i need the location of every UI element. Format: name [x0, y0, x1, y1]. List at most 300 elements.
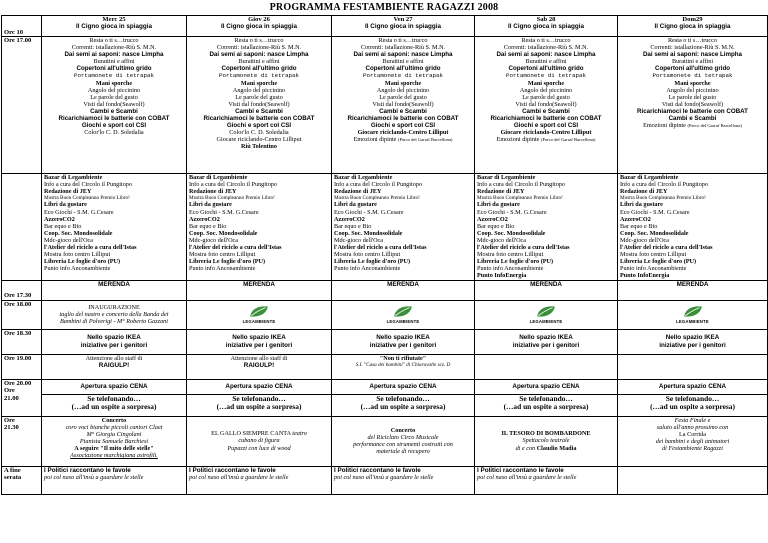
row-fine	[2, 466, 768, 494]
evening-day1	[42, 416, 187, 466]
activity: Portamonete di tetrapak	[218, 72, 299, 80]
bazar-item: Bar equo e Bio	[334, 222, 372, 230]
day-date: Ven 27	[393, 16, 413, 23]
fine-sub: poi col naso all'insù a guardare le stelle	[334, 473, 434, 481]
row-label-17: Ore 17.00	[2, 37, 42, 174]
row-bazar	[2, 174, 768, 281]
bazar-item: Libreria Le foglie d'oro (PU)	[189, 258, 266, 266]
activity: Resta o ti s…trucco	[378, 37, 428, 44]
bazar-item: Punto info Anconambiente	[189, 265, 256, 273]
activity: Le parole del gusto	[379, 93, 427, 101]
merenda-day4: MERENDA	[475, 280, 618, 300]
activity: Angolo del piccinino	[519, 86, 573, 94]
evening-text: di e con	[515, 444, 536, 452]
activity: Copertoni all'ultimo grido	[221, 65, 297, 73]
activity: Giocare riciclando-Centro Lilliput	[357, 129, 449, 137]
day-header-3	[332, 16, 475, 37]
telefonando-day3	[332, 394, 475, 416]
bazar-item: Mdc-gioco dell'Oca	[620, 236, 670, 244]
telefonando-line: Se telefonando…	[87, 394, 141, 403]
bazar-item: AzzeroCO2	[334, 215, 365, 223]
bazar-item: Coop. Soc. Mondosolidale	[189, 229, 258, 237]
bazar-item: Eco Giochi - S.M. G.Cesare	[44, 208, 114, 216]
row-label-line: Ore	[4, 387, 15, 395]
activity: Le parole del gusto	[235, 93, 283, 101]
bazar-item: Bar equo e Bio	[44, 222, 82, 230]
logo-cell-2	[187, 300, 332, 329]
evening-title: Concerto	[101, 416, 127, 424]
telefonando-line: (…ad un ospite a sorpresa)	[216, 401, 302, 411]
activity: Riù Tolentino	[241, 143, 277, 151]
bazar-item: Coop. Soc. Mondosolidale	[334, 229, 403, 237]
activity: Le parole del gusto	[90, 93, 138, 101]
activity: Dai semi ai saponi: nasce Limpha	[209, 51, 309, 59]
bazar-item: Bar equo e Bio	[189, 222, 227, 230]
row-20-cena	[2, 379, 768, 394]
activity: Visti dal fondo(Seawolf)	[372, 100, 434, 108]
cena-day3: Apertura spazio CENA	[332, 379, 475, 394]
bazar-day2	[187, 174, 332, 281]
logo-cell-5	[618, 300, 768, 329]
fine-sub: poi col naso all'insù a guardare le stelle	[44, 473, 144, 481]
evening-line: La Corrida	[679, 430, 706, 438]
evening-title: IL TESORO DI BOMBARDONE	[501, 430, 591, 438]
telefonando-line: (…ad un ospite a sorpresa)	[360, 401, 446, 411]
activity: Dai semi ai saponi: nasce Limpha	[642, 51, 743, 59]
logo-text: LEGAMBIENTE	[386, 318, 420, 324]
empty-19-day5	[618, 354, 768, 379]
evening-line: Associazione marchigiana astrofili.	[70, 451, 158, 459]
activity: Angolo del piccinino	[376, 86, 430, 94]
activity: Le parole del gusto	[668, 93, 717, 101]
activity: Ricarichiamoci le batterie con COBAT	[347, 115, 459, 123]
bazar-item: Redazione di JEY	[620, 188, 668, 196]
merenda-day1: MERENDA	[42, 280, 187, 300]
activity: Copertoni all'ultimo grido	[76, 65, 152, 73]
row-label-line: Ore	[4, 416, 15, 424]
leaf-icon	[535, 304, 557, 319]
activity: Cambi e Scambi	[668, 115, 717, 123]
telefonando-line: Se telefonando…	[232, 394, 286, 403]
bazar-title: Bazar di Legambiente	[44, 174, 103, 181]
activity: Cambi e Scambi	[522, 107, 570, 115]
rifiutate-day3	[332, 354, 475, 379]
ikea-line: iniziative per i genitori	[369, 341, 437, 349]
fine-day3	[332, 466, 475, 494]
cena-day2: Apertura spazio CENA	[187, 379, 332, 394]
bazar-item: Libri da gustare	[477, 201, 520, 209]
bazar-item: Mostra Buon Compleanno Premio Libro!	[334, 195, 420, 202]
day-header-1	[42, 16, 187, 37]
bazar-title: Bazar di Legambiente	[334, 174, 393, 181]
bazar-item: Punto InfoEnergia	[620, 272, 670, 280]
bazar-item: AzzeroCO2	[189, 215, 220, 223]
fine-title: I Politici raccontano le favole	[334, 466, 421, 474]
activity: Burattini e affini	[93, 58, 135, 66]
row-label-10: Orc 10	[2, 16, 42, 37]
bazar-item: Redazione di JEY	[44, 188, 92, 196]
row-label-empty	[2, 174, 42, 281]
fine-sub: poi col naso all'insù a guardare le stelle	[189, 473, 289, 481]
activity: Burattini e affini	[671, 58, 714, 66]
activity: Portamonete di tetrapak	[652, 72, 733, 80]
bazar-item: Eco Giochi - S.M. G.Cesare	[334, 208, 404, 216]
activity: Cambi e Scambi	[379, 107, 427, 115]
ikea-line: Nello spazio IKEA	[519, 334, 573, 342]
evening-line: dei bambini e degli animatori	[655, 437, 730, 445]
bazar-item: Redazione di JEY	[334, 188, 382, 196]
activity: Cambi e Scambi	[90, 107, 138, 115]
bazar-item: Libreria Le foglie d'oro (PU)	[620, 258, 697, 266]
bazar-item: Mostra Buon Compleanno Premio Libro!	[620, 195, 706, 202]
page-title: PROGRAMMA FESTAMBIENTE RAGAZZI 2008	[269, 2, 499, 13]
ikea-day5	[618, 329, 768, 354]
activities-day3	[332, 37, 475, 174]
row-1730	[2, 280, 768, 300]
bazar-item: Mostra foto centro Lilliput	[189, 251, 256, 259]
row-label-1830: Ore 18.30	[2, 329, 42, 354]
emozioni-note: (Parco del Garraf Barcellona)	[397, 137, 453, 143]
bazar-item: Punto info Anconambiente	[44, 265, 111, 273]
bazar-item: AzzeroCO2	[620, 215, 651, 223]
ikea-day4	[475, 329, 618, 354]
activity: Visti dal fondo(Seawolf)	[515, 100, 577, 108]
bazar-item: Mdc-gioco dell'Oca	[189, 236, 239, 244]
evening-line: Spettacolo teatrale	[522, 437, 570, 445]
activities-day5	[618, 37, 768, 174]
bazar-item: Mostra Buon Compleanno Premio Libro!	[477, 195, 563, 202]
ikea-day1	[42, 329, 187, 354]
telefonando-line: Se telefonando…	[519, 394, 573, 403]
activity: Giochi e sport col CSI	[370, 122, 436, 130]
bazar-item: Mdc-gioco dell'Oca	[334, 236, 384, 244]
telefonando-line: (…ad un ospite a sorpresa)	[503, 401, 589, 411]
activity: Resta o ti s…trucco	[521, 37, 571, 44]
leaf-icon	[248, 304, 270, 319]
bazar-item: Bar equo e Bio	[477, 222, 515, 230]
bazar-title: Bazar di Legambiente	[620, 174, 679, 181]
evening-title-line	[189, 430, 329, 437]
day-header-2	[187, 16, 332, 37]
day-date: Merc 25	[102, 16, 126, 23]
activity	[620, 122, 765, 129]
cena-day1: Apertura spazio CENA	[42, 379, 187, 394]
leaf-icon	[682, 304, 704, 319]
ikea-line: Nello spazio IKEA	[665, 334, 720, 342]
empty-19-day4	[475, 354, 618, 379]
evening-line	[334, 434, 472, 441]
activity: Resta o ti s…trucco	[89, 37, 139, 44]
activity: Portamonete di tetrapak	[73, 72, 154, 80]
evening-genre: teatro	[292, 430, 307, 438]
activity: Giochi e sport col CSI	[226, 122, 292, 130]
fine-title: I Politici raccontano le favole	[189, 466, 276, 474]
bazar-item: Libri da gustare	[44, 201, 87, 209]
inauguration-line: taglio del nastro e concerto della Banda dei	[59, 310, 169, 318]
evening-title: EL GALLO SIEMPRE CANTA	[211, 430, 291, 438]
activity: Cambi e Scambi	[235, 107, 283, 115]
raigulp-line: Attenzione allo staff di	[230, 354, 288, 362]
activity: Color'lo C. D. Soledalia	[229, 129, 289, 137]
bazar-item: Mostra foto centro Lilliput	[620, 251, 687, 259]
ikea-line: iniziative per i genitori	[225, 341, 293, 349]
activity: Dai semi ai saponi: nasce Limpha	[496, 51, 596, 59]
fine-title: I Politici raccontano le favole	[477, 466, 564, 474]
bazar-item: l'Atelier del riciclo a cura dell'Istas	[477, 244, 570, 252]
activity: Mani sporche	[674, 79, 711, 87]
emozioni-note: (Parco del Garraf Barcellona)	[540, 137, 596, 143]
row-18	[2, 300, 768, 329]
activity: Le parole del gusto	[522, 93, 570, 101]
activity: Portamonete di tetrapak	[362, 72, 443, 80]
bazar-item: l'Atelier del riciclo a cura dell'Istas	[44, 244, 137, 252]
activity: Resta o ti s…trucco	[668, 37, 717, 44]
day-header-4	[475, 16, 618, 37]
evening-line: Pupazzi con luce di wood	[227, 444, 291, 452]
bazar-item: Info a cura del Circolo il Pungitopo	[44, 181, 132, 189]
activity: Giochi e sport col CSI	[81, 122, 147, 130]
telefonando-line: (…ad un ospite a sorpresa)	[650, 401, 735, 411]
telefonando-day4	[475, 394, 618, 416]
fine-day1	[42, 466, 187, 494]
activity: Mani sporche	[240, 79, 278, 87]
bazar-item: Punto InfoEnergia	[477, 272, 527, 280]
activity: Giocare riciclando-Centro Lilliput	[500, 129, 592, 137]
bazar-day1	[42, 174, 187, 281]
ikea-line: Nello spazio IKEA	[232, 334, 286, 342]
bazar-item: Info a cura del Circolo il Pungitopo	[189, 181, 277, 189]
evening-line: A seguire "Il mito delle stelle"	[74, 444, 154, 452]
bazar-item: Eco Giochi - S.M. G.Cesare	[189, 208, 259, 216]
raigulp-line: Attenzione allo staff di	[85, 354, 143, 362]
bazar-item: Punto info Anconambiente	[477, 265, 544, 273]
bazar-item: l'Atelier del riciclo a cura dell'Istas	[334, 244, 427, 252]
day-date: Giov 26	[248, 16, 270, 23]
cena-day4: Apertura spazio CENA	[475, 379, 618, 394]
bazar-item: Mostra foto centro Lilliput	[334, 251, 401, 259]
activity	[334, 136, 472, 143]
row-label-20	[2, 379, 42, 416]
telefonando-line: Se telefonando…	[376, 394, 430, 403]
day-subtitle: Il Cigno gioca in spiaggia	[76, 23, 152, 31]
day-date: Sab 28	[536, 16, 556, 23]
activity: Giocare riciclando-Centro Lilliput	[216, 136, 302, 144]
row-1830	[2, 329, 768, 354]
raigulp-day1	[42, 354, 187, 379]
evening-line: Pianista Samuele Barchiesi	[79, 437, 149, 445]
bazar-item: AzzeroCO2	[477, 215, 508, 223]
activities-day1	[42, 37, 187, 174]
bazar-item: Info a cura del Circolo il Pungitopo	[620, 181, 708, 189]
bazar-item: Coop. Soc. Mondosolidale	[620, 229, 689, 237]
emozioni: Emozioni dipinte	[643, 122, 686, 130]
inauguration	[42, 300, 187, 329]
activity	[477, 136, 615, 143]
legambiente-logo	[620, 301, 765, 327]
rifiutate-title: "Non ti rifiutate"	[379, 354, 427, 362]
ikea-line: Nello spazio IKEA	[87, 334, 141, 342]
activity: Portamonete di tetrapak	[505, 72, 586, 80]
activity: Mani sporche	[527, 79, 565, 87]
activity: Copertoni all'ultimo grido	[654, 65, 731, 73]
evening-day4	[475, 416, 618, 466]
activity: Angolo del piccinino	[666, 86, 719, 94]
evening-line: materiale di recupero	[376, 448, 430, 456]
row-label-1730: Ore 17.30	[2, 280, 42, 300]
activity: Angolo del piccinino	[232, 86, 286, 94]
evening-line: performance con strumenti costruiti con	[353, 441, 453, 449]
bazar-item: Punto info Anconambiente	[334, 265, 401, 273]
activities-day2	[187, 37, 332, 174]
evening-performer: Claudio Madia	[536, 444, 577, 452]
ikea-day2	[187, 329, 332, 354]
bazar-item: Libreria Le foglie d'oro (PU)	[44, 258, 121, 266]
merenda-day5: MERENDA	[618, 280, 768, 300]
bazar-day4	[475, 174, 618, 281]
row-2130	[2, 416, 768, 466]
bazar-item: Libri da gustare	[620, 201, 663, 209]
fine-title: I Politici raccontano le favole	[44, 466, 131, 474]
evening-line	[477, 445, 615, 452]
logo-text: LEGAMBIENTE	[242, 318, 276, 324]
raigulp-day2	[187, 354, 332, 379]
inauguration-title: INAUGURAZIONE	[88, 303, 140, 311]
row-label-line: 21.00	[4, 394, 19, 402]
telefonando-day1	[42, 394, 187, 416]
bazar-item: Redazione di JEY	[189, 188, 237, 196]
program-table	[1, 15, 768, 495]
inauguration-line: Bambini di Polverigi - M° Roberto Gazzani	[60, 318, 168, 326]
row-label-line: Ore 20.00	[4, 379, 32, 387]
day-subtitle: Il Cigno gioca in spiaggia	[654, 23, 731, 31]
evening-line: di Festambiente Ragazzi	[662, 444, 723, 452]
bazar-item: Eco Giochi - S.M. G.Cesare	[477, 208, 547, 216]
activity: Dai semi ai saponi: nasce Limpha	[64, 51, 164, 59]
activity: Burattini e affini	[382, 58, 424, 66]
row-21	[2, 394, 768, 416]
day-subtitle: Il Cigno gioca in spiaggia	[365, 23, 441, 31]
fine-day4	[475, 466, 618, 494]
day-subtitle: Il Cigno gioca in spiaggia	[508, 23, 584, 31]
emozioni: Emozioni dipinte	[353, 136, 397, 144]
ikea-line: iniziative per i genitori	[659, 341, 726, 349]
activity: Correnti: istallazione-Riù S. M.N.	[216, 44, 302, 52]
activity: Correnti: istallazione-Riù S. M.N.	[650, 44, 735, 52]
evening-title: Concerto	[390, 426, 416, 434]
ikea-line: iniziative per i genitori	[80, 341, 148, 349]
bazar-item: AzzeroCO2	[44, 215, 75, 223]
ikea-day3	[332, 329, 475, 354]
logo-text: LEGAMBIENTE	[529, 318, 563, 324]
activity: Color'lo C. D. Soledalia	[84, 129, 144, 137]
evening-line: cubano di figura	[238, 437, 280, 445]
activity: Angolo del piccinino	[87, 86, 141, 94]
bazar-item: Mostra foto centro Lilliput	[477, 251, 544, 259]
telefonando-day5	[618, 394, 768, 416]
cena-day5: Apertura spazio CENA	[618, 379, 768, 394]
evening-text: del Riciclato Circo Musicale	[367, 433, 439, 441]
activities-day4	[475, 37, 618, 174]
evening-line: M° Giorgia Cingolani	[86, 430, 142, 438]
telefonando-day2	[187, 394, 332, 416]
bazar-item: Coop. Soc. Mondosolidale	[477, 229, 546, 237]
activity: Burattini e affini	[238, 58, 280, 66]
activity: Correnti: istallazione-Riù S. M.N.	[360, 44, 446, 52]
activity: Resta o ti s…trucco	[234, 37, 284, 44]
activity: Dai semi ai saponi: nasce Limpha	[353, 51, 453, 59]
bazar-item: Mostra foto centro Lilliput	[44, 251, 111, 259]
bazar-day5	[618, 174, 768, 281]
telefonando-line: (…ad un ospite a sorpresa)	[71, 401, 157, 411]
activity: Ricarichiamoci le batterie con COBAT	[58, 115, 170, 123]
fine-day2	[187, 466, 332, 494]
bazar-item: Libreria Le foglie d'oro (PU)	[334, 258, 411, 266]
evening-line: Festa Finale e	[674, 416, 711, 424]
row-label-18: Ore 18.00	[2, 300, 42, 329]
bazar-item: Mostra Buon Compleanno Premio Libro!	[189, 195, 275, 202]
bazar-item: l'Atelier del riciclo a cura dell'Istas	[620, 244, 713, 252]
fine-sub: poi col naso all'insù a guardare le stelle	[477, 473, 577, 481]
bazar-item: Coop. Soc. Mondosolidale	[44, 229, 113, 237]
activity: Correnti: istallazione-Riù S. M.N.	[503, 44, 589, 52]
ikea-line: iniziative per i genitori	[512, 341, 580, 349]
activity: Correnti: istallazione-Riù S. M.N.	[71, 44, 157, 52]
evening-line: saluto all'anno prossimo con	[656, 423, 729, 431]
bazar-item: l'Atelier del riciclo a cura dell'Istas	[189, 244, 282, 252]
header-row	[2, 16, 768, 37]
legambiente-logo	[477, 301, 615, 327]
logo-cell-4	[475, 300, 618, 329]
bazar-item: Mdc-gioco dell'Oca	[477, 236, 527, 244]
logo-cell-3	[332, 300, 475, 329]
activity: Copertoni all'ultimo grido	[365, 65, 441, 73]
row-label-line: 21.30	[4, 424, 19, 432]
bazar-item: Libri da gustare	[189, 201, 232, 209]
raigulp-name: RAIGULP!	[98, 361, 130, 369]
activity: Ricarichiamoci le batterie con COBAT	[637, 107, 748, 115]
merenda-day3: MERENDA	[332, 280, 475, 300]
activity: Mani sporche	[384, 79, 422, 87]
bazar-item: Eco Giochi - S.M. G.Cesare	[620, 208, 690, 216]
bazar-title: Bazar di Legambiente	[189, 174, 248, 181]
row-17	[2, 37, 768, 174]
bazar-item: Libreria Le foglie d'oro (PU)	[477, 258, 554, 266]
row-label-fine: A fine serata	[2, 466, 42, 494]
bazar-day3	[332, 174, 475, 281]
row-19	[2, 354, 768, 379]
ikea-line: Nello spazio IKEA	[376, 334, 430, 342]
logo-text: LEGAMBIENTE	[676, 318, 709, 324]
emozioni-note: (Parco del Garraf Barcellona)	[687, 123, 742, 129]
bazar-item: Info a cura del Circolo il Pungitopo	[334, 181, 422, 189]
day-subtitle: Il Cigno gioca in spiaggia	[221, 23, 297, 31]
legambiente-logo	[189, 301, 329, 327]
bazar-item: Mostra Buon Compleanno Premio Libro!	[44, 195, 130, 202]
leaf-icon	[392, 304, 414, 319]
evening-day5	[618, 416, 768, 466]
legambiente-logo	[334, 301, 472, 327]
row-label-19: Ore 19.00	[2, 354, 42, 379]
bazar-item: Bar equo e Bio	[620, 222, 658, 230]
activity: Giochi e sport col CSI	[513, 122, 579, 130]
bazar-item: Mdc-gioco dell'Oca	[44, 236, 94, 244]
activity: Ricarichiamoci le batterie con COBAT	[490, 115, 602, 123]
bazar-item: Info a cura del Circolo il Pungitopo	[477, 181, 565, 189]
raigulp-name: RAIGULP!	[243, 361, 275, 369]
activity: Visti dal fondo(Seawolf)	[228, 100, 290, 108]
emozioni: Emozioni dipinte	[496, 136, 540, 144]
day-date: Dom29	[682, 16, 703, 23]
